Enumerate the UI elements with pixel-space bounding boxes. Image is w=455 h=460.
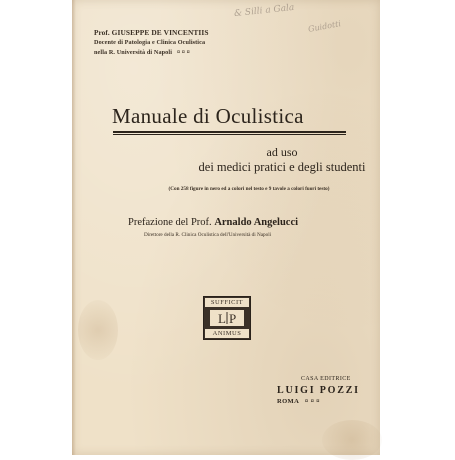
- title-page: [72, 0, 380, 455]
- publisher-house: CASA EDITRICE: [301, 376, 351, 382]
- preface-author: Arnaldo Angelucci: [214, 217, 299, 228]
- author-affiliation: nella R. Università di Napoli: [94, 49, 173, 56]
- preface-author-title: Direttore della R. Clinica Oculistica dell'Università di Napoli: [144, 232, 272, 238]
- monogram-left: L: [218, 311, 226, 325]
- preface-line: [128, 217, 298, 228]
- handwritten-note: & Silli a Gala: [233, 2, 295, 20]
- preface-intro: Prefazione del Prof.: [128, 217, 212, 228]
- logo-motto-top: SUFFICIT: [205, 298, 249, 307]
- subtitle-line-1: ad uso: [266, 145, 298, 159]
- author-role: Docente di Patologia e Clinica Oculistica: [94, 39, 206, 46]
- handwritten-note-2: Guidotti: [307, 19, 342, 34]
- publisher-name: LUIGI POZZI: [277, 385, 360, 396]
- book-title: Manuale di Oculistica: [112, 104, 304, 128]
- monogram-right: P: [229, 311, 237, 325]
- author-ornament: ¤ ¤ ¤: [176, 49, 190, 56]
- publisher-block: [273, 374, 360, 407]
- paper-stain: [322, 420, 382, 460]
- logo-monogram: [209, 309, 245, 327]
- author-name-line: [94, 28, 284, 38]
- author-affiliation-line: [94, 48, 284, 58]
- publisher-logo: [203, 296, 251, 340]
- subtitle-line-2: dei medici pratici e degli studenti: [198, 160, 366, 174]
- publisher-city: ROMA: [277, 398, 299, 405]
- author-block: [94, 28, 284, 58]
- author-prefix: Prof.: [94, 29, 110, 37]
- paper-stain: [78, 300, 118, 360]
- figures-note: (Con 258 figure in nero ed a colori nel testo e 9 tavole a colori fuori testo): [168, 186, 330, 192]
- page-edge-shadow: [72, 0, 76, 455]
- title-rule-thin: [113, 134, 346, 135]
- publisher-ornament: ¤ ¤ ¤: [304, 398, 320, 405]
- author-name: GIUSEPPE DE VINCENTIIS: [111, 28, 209, 37]
- title-rule: [113, 131, 346, 133]
- publisher-city-line: [273, 396, 360, 407]
- monogram-icon: [212, 311, 242, 325]
- logo-motto-bottom: ANIMUS: [205, 329, 249, 338]
